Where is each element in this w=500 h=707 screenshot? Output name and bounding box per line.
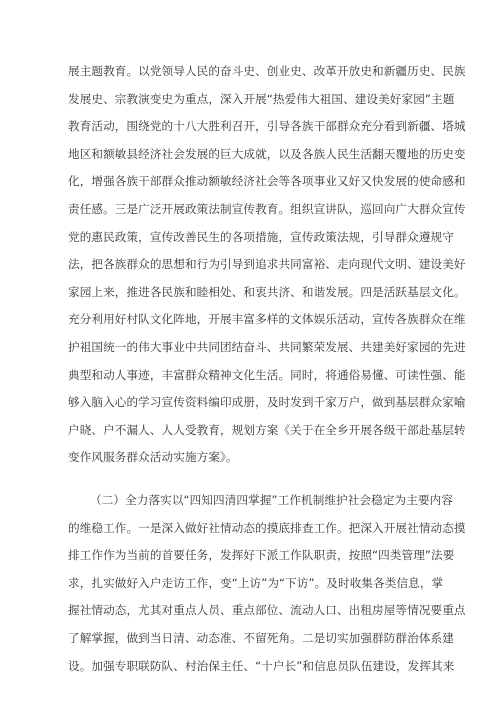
paragraph-propaganda-education — [68, 58, 466, 472]
paragraph-stability-work — [68, 487, 466, 680]
text-line: 够入脑入心的学习宣传资料编印成册，及时发到千家万户，做到基层群众家喻 — [68, 395, 466, 410]
text-line: 责任感。三是广泛开展政策法制宣传教育。组织宣讲队，巡回向广大群众宣传 — [68, 201, 466, 216]
text-line: 法，把各族群众的思想和行为引导到追求共同富裕、走向现代文明、建设美好 — [68, 257, 466, 272]
text-line: 了解掌握，做到当日清、动态准、不留死角。二是切实加强群防群治体系建 — [68, 630, 454, 645]
text-line: 户晓、户不漏人、人人受教育，规划方案《关于在全乡开展各级干部赴基层转 — [68, 422, 466, 437]
text-line: 教育活动，围绕党的十八大胜利召开，引导各族干部群众充分看到新疆、塔城 — [68, 119, 466, 134]
text-line: 家园上来，推进各民族和睦相处、和衷共济、和谐发展。四是活跃基层文化。 — [68, 284, 466, 299]
text-line: 变作风服务群众活动实施方案》。 — [68, 450, 238, 465]
text-line: 设。加强专职联防队、村治保主任、“十户长”和信息员队伍建设，发挥其来 — [68, 658, 455, 673]
text-line: 典型和动人事迹，丰富群众精神文化生活。同时，将通俗易懂、可读性强、能 — [68, 367, 466, 382]
text-line: 排工作作为当前的首要任务，发挥好下派工作队职责，按照“四类管理”法要 — [68, 548, 455, 563]
text-line: 发展史、宗教演变史为重点，深入开展“热爱伟大祖国、建设美好家园”主题 — [68, 91, 455, 106]
text-line: 党的惠民政策，宣传改善民生的各项措施，宣传政策法规，引导群众遵规守 — [68, 229, 454, 244]
text-line: 求，扎实做好入户走访工作，变“上访”为“下访”。及时收集各类信息，掌 — [68, 575, 444, 590]
section-heading-line: （二）全力落实以“四知四清四掌握”工作机制维护社会稳定为主要内容 — [90, 493, 454, 507]
text-line: 的维稳工作。一是深入做好社情动态的摸底排查工作。把深入开展社情动态摸 — [68, 520, 466, 535]
text-line: 握社情动态，尤其对重点人员、重点部位、流动人口、出租房屋等情况要重点 — [68, 603, 466, 618]
text-line: 地区和额敏县经济社会发展的巨大成就，以及各族人民生活翻天覆地的历史变 — [68, 146, 466, 161]
text-line: 充分利用好村队文化阵地，开展丰富多样的文体娱乐活动，宣传各族群众在维 — [68, 312, 466, 327]
text-line: 护祖国统一的伟大事业中共同团结奋斗、共同繁荣发展、共建美好家园的先进 — [68, 339, 466, 354]
text-line: 展主题教育。以党领导人民的奋斗史、创业史、改革开放史和新疆历史、民族 — [68, 64, 466, 78]
text-line: 化，增强各族干部群众推动额敏经济社会等各项事业又好又快发展的使命感和 — [68, 174, 466, 189]
